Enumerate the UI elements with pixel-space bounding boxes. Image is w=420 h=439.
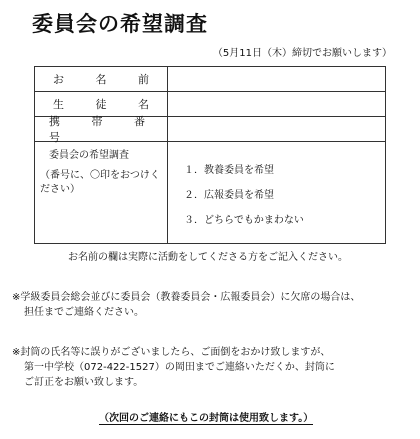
deadline-note: （5月11日（木）締切でお願いします） [212, 48, 392, 59]
phone-row [35, 117, 385, 142]
wish-label-cell [35, 142, 168, 243]
footer-text: （次回のご連絡にもこの封筒は使用致します。） [99, 413, 314, 424]
absence-notice [12, 290, 412, 320]
option-pr[interactable]: ２．広報委員を希望 [184, 190, 274, 201]
error-line-3: ご訂正をお願い致します。 [24, 377, 144, 388]
name-instruction: お名前の欄は実際に活動をしてくださる方をご記入ください。 [68, 252, 348, 263]
footer-note [99, 409, 313, 424]
error-notice [12, 345, 412, 390]
name-label: お 名 前 [35, 67, 168, 91]
wish-instruction: （番号に、〇印をおつけください） [40, 170, 160, 195]
option-either[interactable]: ３．どちらでもかまわない [184, 215, 304, 226]
phone-label: 携 帯 番 号 [35, 117, 168, 141]
option-culture[interactable]: １．教養委員を希望 [184, 165, 274, 176]
name-row [35, 67, 385, 92]
survey-form [34, 66, 386, 244]
error-line-2: 第一中学校（072-422-1527）の岡田までご連絡いただくか、封筒に [24, 362, 335, 373]
page-title: 委員会の希望調査 [32, 12, 208, 36]
student-label: 生 徒 名 [35, 92, 168, 116]
error-line-1: ※封筒の氏名等に誤りがございましたら、ご面倒をおかけ致しますが、 [12, 347, 331, 358]
wish-row [35, 142, 385, 243]
absence-line-1: ※学級委員会総会並びに委員会（教養委員会・広報委員会）に欠席の場合は、 [12, 292, 361, 303]
absence-line-2: 担任までご連絡ください。 [24, 307, 144, 318]
wish-label: 委員会の希望調査 [49, 150, 129, 161]
